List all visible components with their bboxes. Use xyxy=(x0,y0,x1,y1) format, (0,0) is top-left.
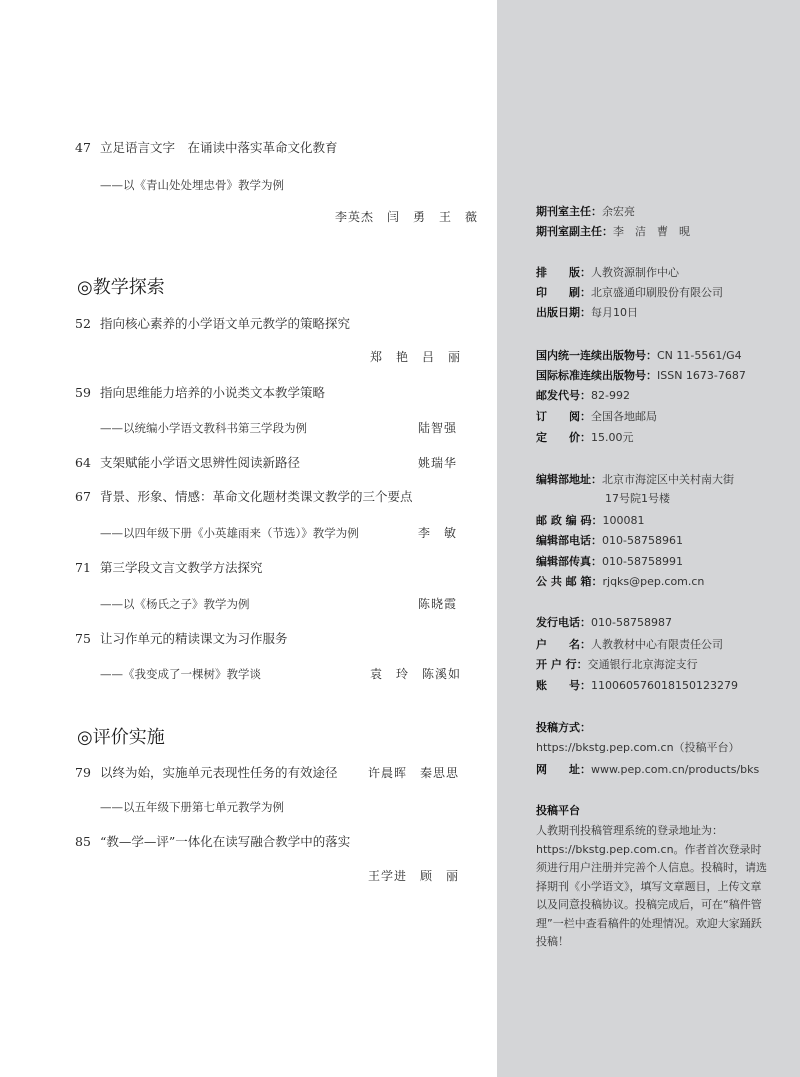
submission-platform-link[interactable]: https://bkstg.pep.com.cn（投稿平台） xyxy=(536,741,740,754)
info-line-distribution-phone: 发行电话：010-58758987 xyxy=(536,616,672,629)
page-number: 64 xyxy=(75,455,91,470)
article-subtitle: ——《我变成了一棵树》教学谈 xyxy=(100,667,261,681)
info-line-email: 公 共 邮 箱：rjqks@pep.com.cn xyxy=(536,575,705,588)
info-line-fax: 编辑部传真：010-58758991 xyxy=(536,555,683,568)
section-heading-teaching-exploration: ◎教学探索 xyxy=(77,277,165,298)
article-authors: 陆智强 xyxy=(418,421,458,435)
info-line-phone: 编辑部电话：010-58758961 xyxy=(536,534,683,547)
article-title[interactable]: 支架赋能小学语文思辨性阅读新路径 xyxy=(100,455,301,470)
article-subtitle: ——以统编小学语文教科书第三学段为例 xyxy=(100,421,307,435)
article-subtitle: ——以《青山处处埋忠骨》教学为例 xyxy=(100,178,284,192)
article-title[interactable]: 指向思维能力培养的小说类文本教学策略 xyxy=(100,385,326,400)
article-subtitle: ——以四年级下册《小英雄雨来（节选）》教学为例 xyxy=(100,526,359,540)
info-line-director: 期刊室主任：余宏亮 xyxy=(536,205,635,218)
article-title[interactable]: 第三学段文言文教学方法探究 xyxy=(100,560,263,575)
info-line-subscription: 订 阅：全国各地邮局 xyxy=(536,410,657,423)
article-authors: 王学进 顾 丽 xyxy=(368,869,460,883)
info-line-publish-date: 出版日期：每月10日 xyxy=(536,306,638,319)
article-subtitle: ——以《杨氏之子》教学为例 xyxy=(100,597,250,611)
info-line-issn: 国际标准连续出版物号：ISSN 1673-7687 xyxy=(536,369,746,382)
info-line-printing: 印 刷：北京盛通印刷股份有限公司 xyxy=(536,286,723,299)
info-line-cn: 国内统一连续出版物号：CN 11-5561/G4 xyxy=(536,349,742,362)
article-authors: 姚瑞华 xyxy=(418,456,458,470)
info-line-website: 网 址：www.pep.com.cn/products/bks xyxy=(536,763,760,776)
article-authors: 李英杰 闫 勇 王 薇 xyxy=(335,210,479,224)
article-title[interactable]: 立足语言文字 在诵读中落实革命文化教育 xyxy=(100,140,338,155)
info-line-zip: 邮 政 编 码：100081 xyxy=(536,514,645,527)
article-subtitle: ——以五年级下册第七单元教学为例 xyxy=(100,800,284,814)
page-number: 79 xyxy=(75,765,91,780)
page-number: 75 xyxy=(75,631,91,646)
article-title[interactable]: 背景、形象、情感：革命文化题材类课文教学的三个要点 xyxy=(100,489,413,504)
article-authors: 李 敏 xyxy=(418,526,458,540)
page-number: 85 xyxy=(75,834,91,849)
submission-platform-heading: 投稿平台 xyxy=(536,804,580,817)
info-line-account-number: 账 号：110060576018150123279 xyxy=(536,679,738,692)
info-line-bank: 开 户 行：交通银行北京海淀支行 xyxy=(536,658,698,671)
submission-heading: 投稿方式： xyxy=(536,721,591,734)
section-heading-evaluation: ◎评价实施 xyxy=(77,727,165,748)
info-line-price: 定 价：15.00元 xyxy=(536,431,634,444)
article-title[interactable]: 让习作单元的精读课文为习作服务 xyxy=(100,631,288,646)
article-title[interactable]: “教—学—评”一体化在读写融合教学中的落实 xyxy=(100,834,351,849)
article-title[interactable]: 指向核心素养的小学语文单元教学的策略探究 xyxy=(100,316,351,331)
submission-instructions: 人教期刊投稿管理系统的登录地址为：https://bkstg.pep.com.cn。作者首次登录时须进行用户注册并完善个人信息。投稿时，请选择期刊《小学语文》，填写文章题目，上传文章以及同意投稿协议。投稿完成后，可在“稿件管理”一栏中查看稿件的处理情况。欢迎大家踊跃投稿！ xyxy=(536,824,767,948)
page-number: 71 xyxy=(75,560,91,575)
page-number: 52 xyxy=(75,316,91,331)
article-authors: 许晨晖 秦思思 xyxy=(368,766,460,780)
info-line-account-name: 户 名：人教教材中心有限责任公司 xyxy=(536,638,723,651)
info-line-postal-code-number: 邮发代号：82-992 xyxy=(536,389,630,402)
page-number: 47 xyxy=(75,140,91,155)
article-title[interactable]: 以终为始，实施单元表现性任务的有效途径 xyxy=(100,765,338,780)
info-line-address-cont: 17号院1号楼 xyxy=(605,492,670,505)
info-line-deputy-director: 期刊室副主任：李 洁 曹 晛 xyxy=(536,225,690,238)
info-line-layout: 排 版：人教资源制作中心 xyxy=(536,266,679,279)
info-line-address: 编辑部地址：北京市海淀区中关村南大街 xyxy=(536,473,734,486)
article-authors: 陈晓霞 xyxy=(418,597,458,611)
article-authors: 袁 玲 陈溪如 xyxy=(370,667,462,681)
page-number: 59 xyxy=(75,385,91,400)
page-number: 67 xyxy=(75,489,91,504)
article-authors: 郑 艳 吕 丽 xyxy=(370,350,462,364)
